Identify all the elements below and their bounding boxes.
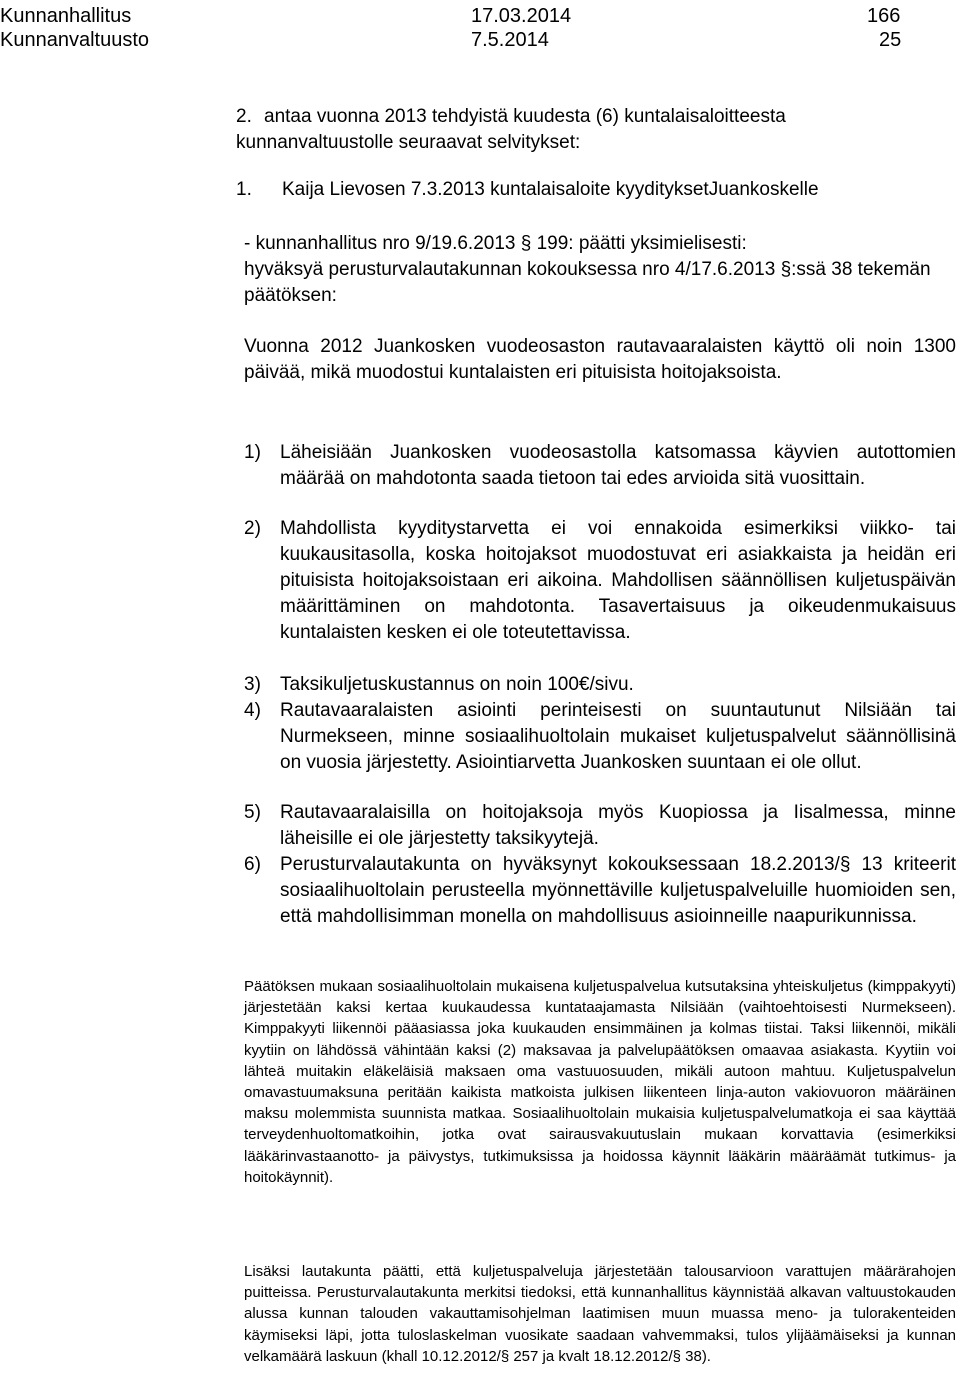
item-2-text [236,104,916,156]
sub-1-text: Kaija Lievosen 7.3.2013 kuntalaisaloite kyydityksetJuankoskelle [282,179,819,200]
header-org-2: Kunnanvaltuusto [0,29,150,51]
item-2-body: antaa vuonna 2013 tehdyistä kuudesta (6) kuntalaisaloitteesta kunnanvaltuustolle seuraavat selvitykset: [236,106,786,153]
header-page-2: 25 [879,29,902,51]
sub-1-number: 1. [236,179,252,200]
point-text: Rautavaaralaisilla on hoitojaksoja myös Kuopiossa ja Iisalmessa, minne läheisille ei ole järjestetty taksikyytejä. [280,802,956,849]
point-number: 2) [244,518,261,539]
header-org-1: Kunnanhallitus [0,5,132,27]
point-text: Taksikuljetuskustannus on noin 100€/sivu. [280,674,634,695]
kh-decision-line: - kunnanhallitus nro 9/19.6.2013 § 199: päätti yksimielisesti: [244,233,747,254]
paragraph-usage: Vuonna 2012 Juankosken vuodeosaston rautavaaralaisten käyttö oli noin 1300 päivää, mikä muodostui kuntalaisten eri pituisista hoitojaksoista. [244,336,956,383]
header-page-1: 166 [867,5,901,27]
point-number: 4) [244,700,261,721]
paragraph-decision: Päätöksen mukaan sosiaalihuoltolain mukaisena kuljetuspalvelua kutsutaksina yhteiskuljetus (kimppakyyti) järjestetään kaksi kertaa kuukaudessa kuntataajamasta Nilsiään (vaihtoehtoisesti Nurmekseen). Kimppakyyti liikennöi pääasiassa joka kuukauden ensimmäinen ja kolmas tiistai. Taksi liikennöi, mikäli kyytiin on lähdössä vähintään kaksi (2) maksavaa ja palvelupäätöksen omaavaa asiakasta. Kyytiin voi lähteä muitakin eläkeläisiä maksaen oma vastuuosuuden, mikäli autoon mahtuu. Kuljetuspalvelun omavastuumaksuna peritään kaikista matkoista julkisen liikenteen linja-auton vakiovuoron määräinen maksu molemmista suunnista matkaa. Sosiaalihuoltolain mukaisia kuljetuspalvelumatkoja ei saa käyttää terveydenhuoltomatkoihin, jotka ovat sairausvakuutuslain mukaan korvattavia (esimerkiksi lääkärinvastaanotto- ja päivystys, tutkimuksissa ja hoidossa käynnit lääkärin määräämät tutkimus- ja hoitokäynnit). [244,978,956,1186]
point-text: Perusturvalautakunta on hyväksynyt kokouksessaan 18.2.2013/§ 13 kriteerit sosiaalihuoltolain perusteella myönnettäville kuljetuspalveluille huomioiden sen, että mahdollisimman monella on mahdollisuus asioinneille naapurikunnissa. [280,854,956,927]
header-date-2: 7.5.2014 [471,29,549,51]
item-2-number: 2. [236,106,252,127]
point-number: 3) [244,674,261,695]
point-text: Läheisiään Juankosken vuodeosastolla katsomassa käyvien autottomien määrää on mahdotonta saada tietoon tai edes arvioida sitä vuosittain. [280,442,956,489]
point-number: 1) [244,442,261,463]
point-text: Rautavaaralaisten asiointi perinteisesti on suuntautunut Nilsiään tai Nurmekseen, minne sosiaalihuoltolain mukaiset kuljetuspalvelut säännöllisinä on vuosia järjestetty. Asiointiarvetta Juankosken suuntaan ei ole ollut. [280,700,956,773]
paragraph-additional: Lisäksi lautakunta päätti, että kuljetuspalveluja järjestetään talousarvioon varattujen määrärahojen puitteissa. Perusturvalautakunta merkitsi tiedoksi, että kunnanhallitus käynnistää alkavan valtuustokauden alussa kunnan talouden vakauttamisohjelman laatimisen muun muassa meno- ja tulorakenteiden käymiseksi läpi, jotta tuloslaskelman vuosikate saadaan vahvemmaksi, tulos ylijäämäiseksi ja kunnan velkamäärä laskuun (khall 10.12.2012/§ 257 ja kvalt 18.12.2012/§ 38). [244,1263,956,1365]
kh-decision-text: hyväksyä perusturvalautakunnan kokouksessa nro 4/17.6.2013 §:ssä 38 tekemän päätöksen: [244,259,931,306]
point-text: Mahdollista kyyditystarvetta ei voi ennakoida esimerkiksi viikko- tai kuukausitasolla, koska hoitojaksot muodostuvat eri asiakkaista ja heidän eri pituisista hoitojaksoistaan eri aikoina. Mahdollisen säännöllisen kuljetuspäivän määrittäminen on mahdotonta. Tasavertaisuus ja oikeudenmukaisuus kuntalaisten kesken ei ole toteutettavissa. [280,518,956,643]
point-number: 5) [244,802,261,823]
point-number: 6) [244,854,261,875]
header-date-1: 17.03.2014 [471,5,572,27]
